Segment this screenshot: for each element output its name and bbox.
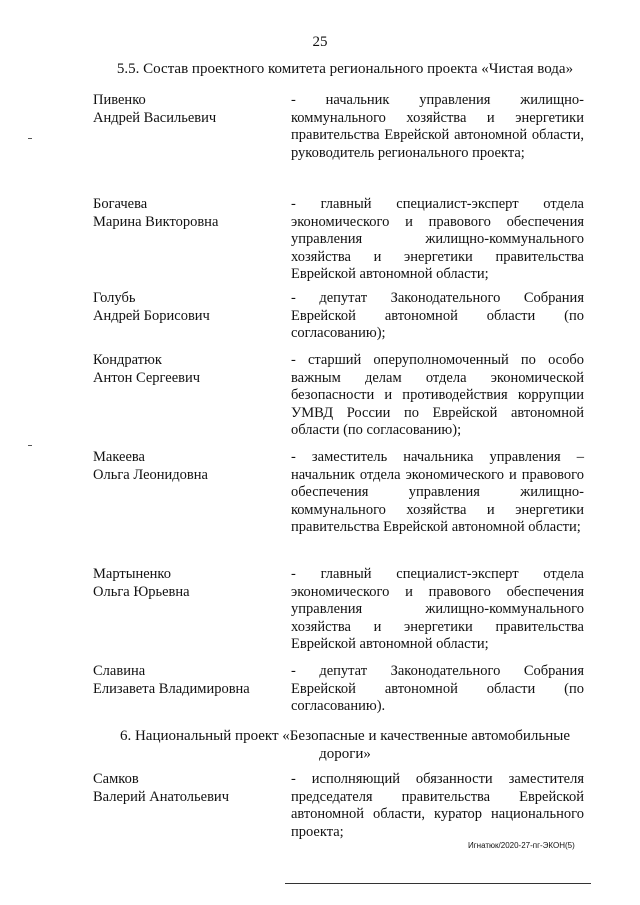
member-name	[93, 196, 278, 231]
member-role: - главный специалист-эксперт отдела экономического и правового обеспечения управления жилищно-коммунального хозяйства и энергетики правительства Еврейской автономной области;	[291, 196, 584, 282]
member-surname: Голубь	[93, 290, 136, 306]
member-surname: Макеева	[93, 449, 145, 465]
member-role: - заместитель начальника управления – начальник отдела экономического и правового обеспечения управления жилищно-коммунального хозяйства и энергетики правительства Еврейской автономной области;	[291, 449, 584, 535]
member-role: - начальник управления жилищно-коммунального хозяйства и энергетики правительства Еврейской автономной области, руководитель регионального проекта;	[291, 92, 584, 161]
member-name	[93, 92, 278, 127]
member-role: - депутат Законодательного Собрания Еврейской автономной области (по согласованию).	[291, 663, 584, 714]
member-role: - главный специалист-эксперт отдела экономического и правового обеспечения управления жилищно-коммунального хозяйства и энергетики правительства Еврейской автономной области;	[291, 566, 584, 652]
member-surname: Кондратюк	[93, 352, 162, 368]
member-given-name: Андрей Борисович	[93, 307, 210, 324]
member-role: - исполняющий обязанности заместителя председателя правительства Еврейской автономной области, куратор национального проекта;	[291, 771, 584, 840]
member-surname: Мартыненко	[93, 566, 171, 582]
bottom-rule	[285, 883, 591, 884]
member-surname: Пивенко	[93, 92, 146, 108]
member-name	[93, 771, 278, 806]
member-given-name: Елизавета Владимировна	[93, 680, 250, 697]
member-name	[93, 449, 278, 484]
member-surname: Славина	[93, 663, 146, 679]
member-name	[93, 290, 278, 325]
section-title: 5.5. Состав проектного комитета регионального проекта «Чистая вода»	[116, 61, 574, 77]
member-given-name: Андрей Васильевич	[93, 109, 217, 126]
member-name	[93, 566, 278, 601]
member-surname: Богачева	[93, 196, 148, 212]
member-role: - депутат Законодательного Собрания Еврейской автономной области (по согласованию);	[291, 290, 584, 341]
margin-mark	[28, 138, 32, 139]
member-name	[93, 352, 278, 387]
member-name	[93, 663, 278, 698]
member-given-name: Ольга Леонидовна	[93, 466, 208, 483]
member-given-name: Ольга Юрьевна	[93, 583, 190, 600]
member-surname: Самков	[93, 771, 139, 787]
footer-document-code: Игнатюк/2020-27-пг-ЭКОН(5)	[468, 841, 575, 850]
member-given-name: Марина Викторовна	[93, 213, 219, 230]
subsection-title: 6. Национальный проект «Безопасные и качественные автомобильные дороги»	[119, 728, 571, 762]
page-number: 25	[312, 34, 328, 50]
member-given-name: Антон Сергеевич	[93, 369, 201, 386]
member-role: - старший оперуполномоченный по особо важным делам отдела экономической безопасности и противодействия коррупции УМВД России по Еврейской автономной области (по согласованию);	[291, 352, 584, 438]
member-given-name: Валерий Анатольевич	[93, 788, 229, 805]
margin-mark	[28, 445, 32, 446]
